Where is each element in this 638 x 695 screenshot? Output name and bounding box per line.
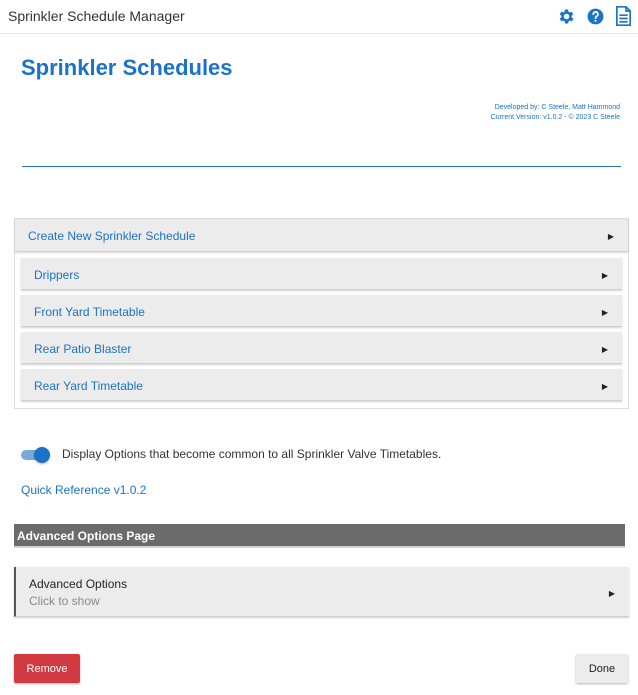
done-button[interactable]: Done bbox=[576, 654, 628, 683]
gear-icon[interactable] bbox=[557, 7, 576, 26]
help-circle-icon[interactable] bbox=[586, 7, 605, 26]
advanced-section-header bbox=[14, 524, 625, 548]
advanced-section-title: Advanced Options Page bbox=[17, 529, 156, 543]
schedule-item-front-yard-timetable[interactable] bbox=[21, 295, 622, 327]
credits-version: Current Version: v1.0.2 - © 2023 C Steele bbox=[490, 114, 620, 121]
expand-arrow-icon: ▶ bbox=[601, 308, 608, 317]
advanced-options-card[interactable] bbox=[14, 567, 629, 617]
document-icon[interactable] bbox=[615, 6, 632, 26]
credits bbox=[491, 103, 620, 123]
app-header bbox=[0, 0, 638, 34]
schedule-item-label: Rear Yard Timetable bbox=[34, 379, 143, 393]
schedule-item-label: Rear Patio Blaster bbox=[34, 342, 132, 356]
schedule-item-rear-patio-blaster[interactable] bbox=[21, 332, 622, 364]
advanced-options-subtitle: Click to show bbox=[29, 594, 100, 608]
quick-reference-link[interactable]: Quick Reference v1.0.2 bbox=[21, 483, 147, 497]
common-options-toggle[interactable] bbox=[21, 447, 50, 463]
schedule-item-drippers[interactable] bbox=[21, 258, 622, 290]
header-actions bbox=[557, 6, 632, 26]
create-schedule-button[interactable] bbox=[15, 219, 628, 252]
advanced-options-title: Advanced Options bbox=[29, 577, 128, 591]
expand-arrow-icon: ▶ bbox=[608, 589, 615, 598]
expand-arrow-icon: ▶ bbox=[601, 271, 608, 280]
title-divider bbox=[22, 166, 621, 167]
credits-authors: Developed by: C Steele, Matt Hammond bbox=[494, 104, 620, 111]
page-title: Sprinkler Schedules bbox=[21, 55, 233, 80]
create-schedule-label: Create New Sprinkler Schedule bbox=[28, 229, 196, 243]
common-options-toggle-label: Display Options that become common to all Sprinkler Valve Timetables. bbox=[62, 447, 442, 461]
toggle-knob bbox=[34, 447, 50, 463]
remove-button[interactable]: Remove bbox=[14, 654, 80, 683]
expand-arrow-icon: ▶ bbox=[607, 232, 614, 241]
expand-arrow-icon: ▶ bbox=[601, 345, 608, 354]
schedule-item-label: Drippers bbox=[34, 268, 80, 282]
app-title: Sprinkler Schedule Manager bbox=[8, 8, 185, 24]
schedule-item-label: Front Yard Timetable bbox=[34, 305, 145, 319]
expand-arrow-icon: ▶ bbox=[601, 382, 608, 391]
schedule-item-rear-yard-timetable[interactable] bbox=[21, 369, 622, 401]
schedule-list bbox=[14, 218, 629, 409]
